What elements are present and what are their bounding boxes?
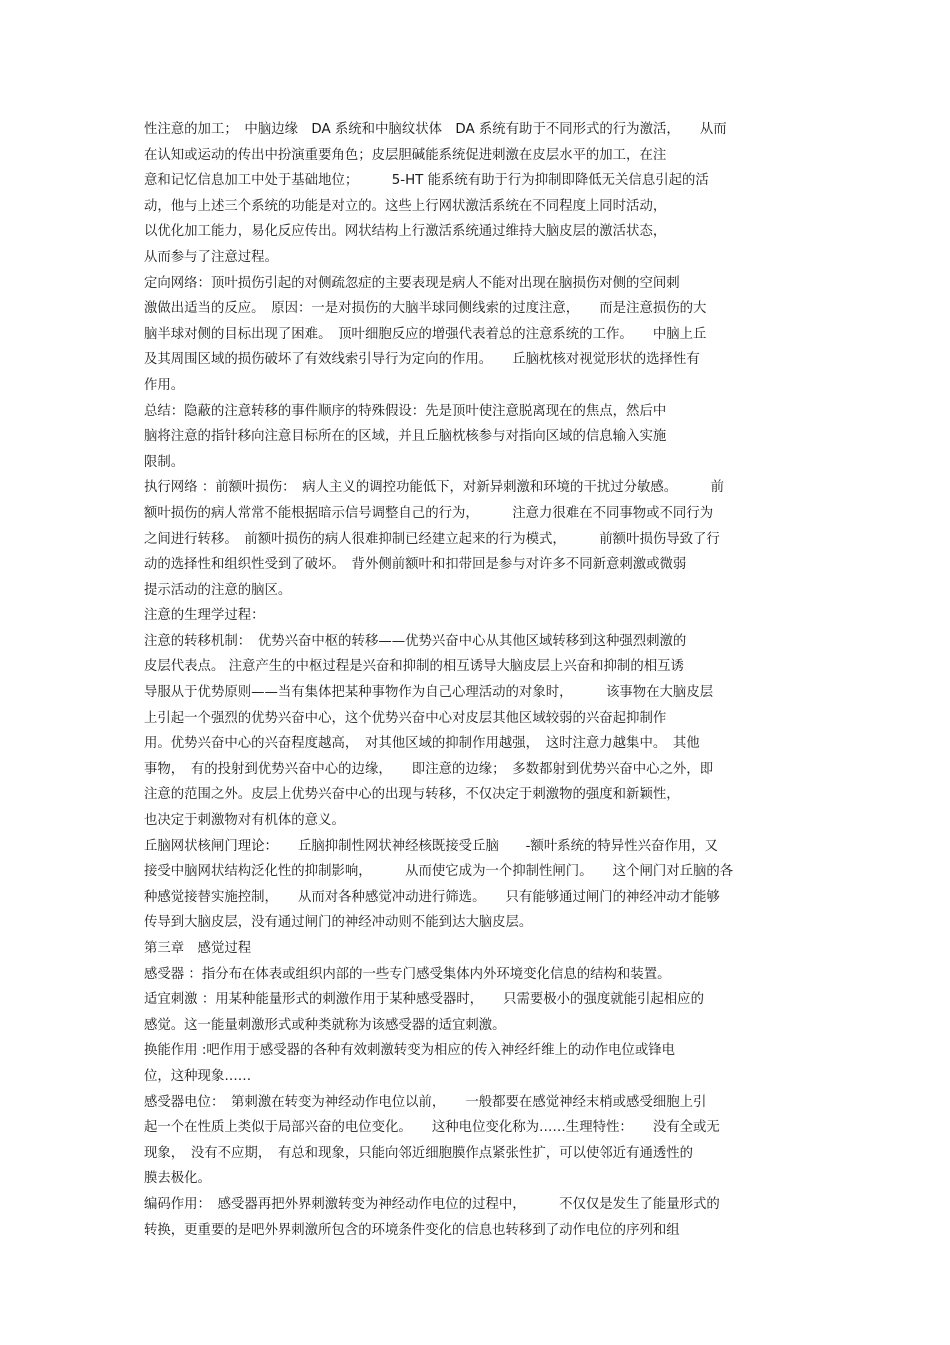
text-line: 感受器电位： 第刺激在转变为神经动作电位以前， 一般都要在感觉神经末梢或感受细胞上引	[144, 1094, 707, 1110]
text-line: 从而参与了注意过程。	[144, 249, 278, 265]
text-line: 脑半球对侧的目标出现了困难。 顶叶细胞反应的增强代表着总的注意系统的工作。 中脑上丘	[144, 326, 707, 342]
text-line: 提示活动的注意的脑区。	[144, 582, 292, 598]
text-line: 用。优势兴奋中心的兴奋程度越高， 对其他区域的抑制作用越强， 这时注意力越集中。 其他	[144, 736, 700, 752]
text-line: 也决定于刺激物对有机体的意义。	[144, 813, 345, 829]
text-line: 传导到大脑皮层，没有通过闸门的神经冲动则不能到达大脑皮层。	[144, 915, 533, 931]
text-line: 换能作用 :吧作用于感受器的各种有效刺激转变为相应的传入神经纤维上的动作电位或锋电	[144, 1043, 675, 1059]
text-line: 注意的范围之外。皮层上优势兴奋中心的出现与转移，不仅决定于刺激物的强度和新颖性，	[144, 787, 680, 803]
text-line: 作用。	[144, 377, 185, 393]
text-line: 限制。	[144, 454, 185, 470]
text-line: 以优化加工能力，易化反应传出。网状结构上行激活系统通过维持大脑皮层的激活状态，	[144, 224, 667, 240]
text-line: 执行网络 ：前额叶损伤： 病人主义的调控功能低下，对新异刺激和环境的干扰过分敏感。 前	[144, 480, 725, 496]
text-line: 导服从于优势原则——当有集体把某种事物作为自己心理活动的对象时， 该事物在大脑皮层	[144, 685, 714, 701]
text-line: 第三章 感觉过程	[144, 941, 252, 956]
body-text	[144, 117, 824, 1243]
text-line: 上引起一个强烈的优势兴奋中心，这个优势兴奋中心对皮层其他区域较弱的兴奋起抑制作	[144, 710, 667, 726]
text-line: 感觉。这一能量刺激形式或种类就称为该感受器的适宜刺激。	[144, 1017, 506, 1033]
text-line: 转换，更重要的是吧外界刺激所包含的环境条件变化的信息也转移到了动作电位的序列和组	[144, 1222, 680, 1238]
text-line: 激做出适当的反应。 原因：一是对损伤的大脑半球同侧线索的过度注意， 而是注意损伤的大	[144, 301, 707, 317]
text-line: 适宜刺激 ：用某种能量形式的刺激作用于某种感受器时， 只需要极小的强度就能引起相应的	[144, 992, 704, 1008]
text-line: 编码作用： 感受器再把外界刺激转变为神经动作电位的过程中， 不仅仅是发生了能量形式的	[144, 1196, 720, 1212]
text-line: 皮层代表点。 注意产生的中枢过程是兴奋和抑制的相互诱导大脑皮层上兴奋和抑制的相互诱	[144, 659, 684, 675]
text-line: 丘脑网状核闸门理论： 丘脑抑制性网状神经核既接受丘脑 -额叶系统的特异性兴奋作用，又	[144, 838, 718, 854]
text-line: 性注意的加工； 中脑边缘 DA 系统和中脑纹状体 DA 系统有助于不同形式的行为激活， 从而	[144, 122, 727, 137]
text-line: 意和记忆信息加工中处于基础地位； 5-HT 能系统有助于行为抑制即降低无关信息引起的活	[144, 173, 709, 189]
text-line: 位，这种现象……	[144, 1068, 252, 1084]
text-line: 之间进行转移。 前额叶损伤的病人很难抑制已经建立起来的行为模式， 前额叶损伤导致了行	[144, 531, 720, 547]
text-line: 接受中脑网状结构泛化性的抑制影响， 从而使它成为一个抑制性闸门。 这个闸门对丘脑的各	[144, 864, 734, 880]
text-line: 额叶损伤的病人常常不能根据暗示信号调整自己的行为， 注意力很难在不同事物或不同行为	[144, 505, 714, 521]
text-line: 注意的转移机制： 优势兴奋中枢的转移——优势兴奋中心从其他区域转移到这种强烈刺激的	[144, 633, 687, 649]
text-line: 感受器 ：指分布在体表或组织内部的一些专门感受集体内外环境变化信息的结构和装置。	[144, 966, 671, 982]
text-line: 种感觉接替实施控制， 从而对各种感觉冲动进行筛选。 只有能够通过闸门的神经冲动才能够	[144, 889, 720, 905]
text-line: 在认知或运动的传出中扮演重要角色；皮层胆碱能系统促进刺激在皮层水平的加工，在注	[144, 147, 667, 163]
text-line: 及其周围区域的损伤破坏了有效线索引导行为定向的作用。 丘脑枕核对视觉形状的选择性有	[144, 352, 700, 368]
text-line: 总结：隐蔽的注意转移的事件顺序的特殊假设：先是顶叶使注意脱离现在的焦点，然后中	[144, 403, 667, 419]
text-line: 起一个在性质上类似于局部兴奋的电位变化。 这种电位变化称为……生理特性： 没有全或无	[144, 1120, 720, 1136]
text-line: 事物， 有的投射到优势兴奋中心的边缘， 即注意的边缘； 多数都射到优势兴奋中心之外，即	[144, 761, 714, 777]
text-line: 膜去极化。	[144, 1171, 211, 1187]
text-line: 脑将注意的指针移向注意目标所在的区域，并且丘脑枕核参与对指向区域的信息输入实施	[144, 429, 667, 445]
text-line: 动的选择性和组织性受到了破坏。 背外侧前额叶和扣带回是参与对许多不同新意刺激或微弱	[144, 557, 687, 573]
text-line: 定向网络：顶叶损伤引起的对侧疏忽症的主要表现是病人不能对出现在脑损伤对侧的空间刺	[144, 275, 680, 291]
text-line: 动，他与上述三个系统的功能是对立的。这些上行网状激活系统在不同程度上同时活动，	[144, 198, 667, 214]
text-line: 现象， 没有不应期， 有总和现象，只能向邻近细胞膜作点紧张性扩，可以使邻近有通透性的	[144, 1145, 694, 1161]
text-line: 注意的生理学过程：	[144, 608, 265, 624]
